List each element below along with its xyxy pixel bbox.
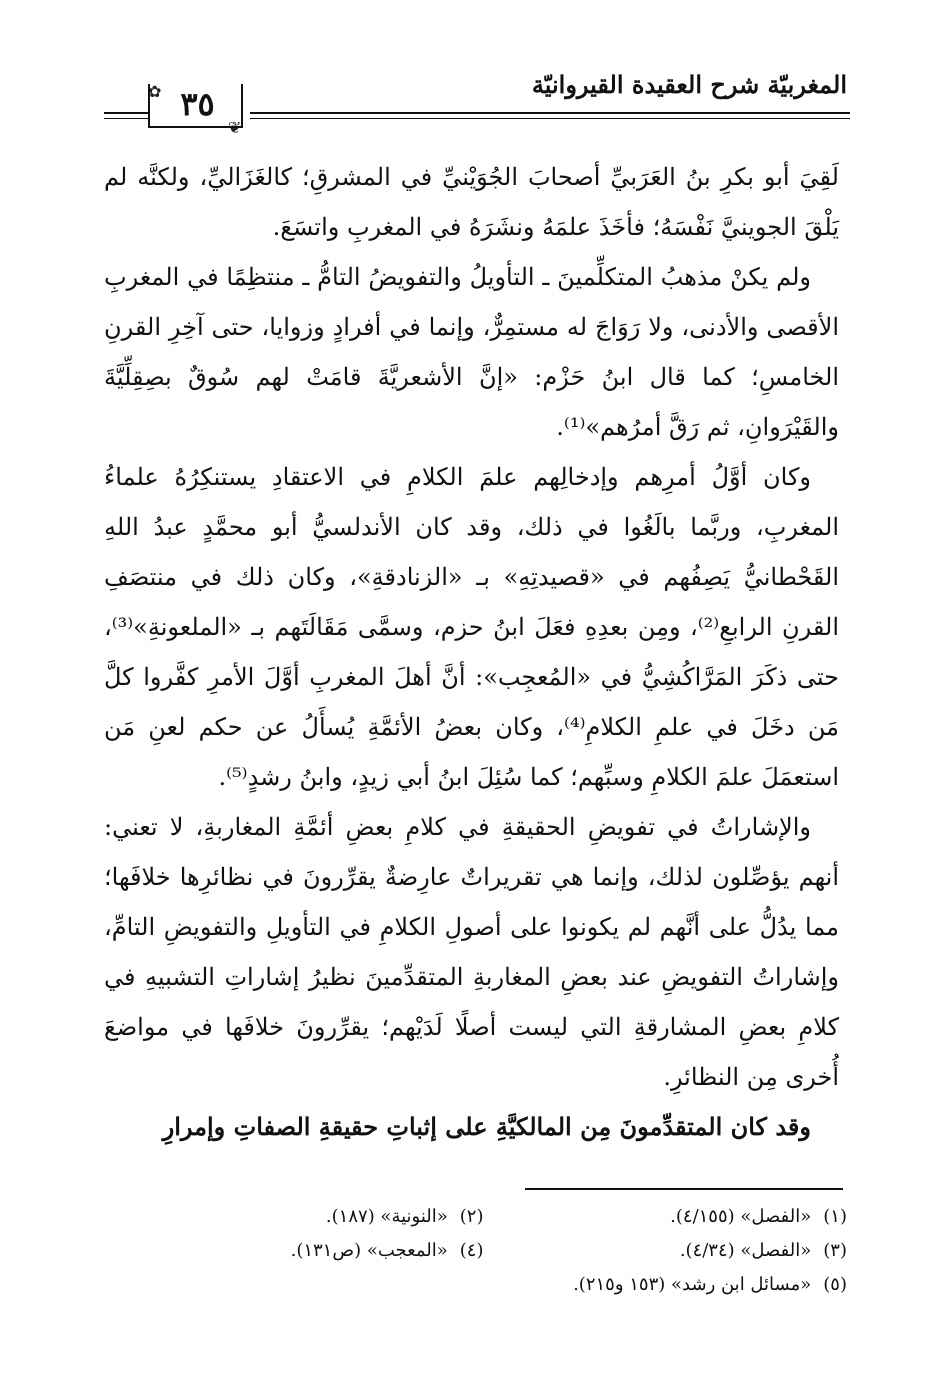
footnote-text: «مسائل ابن رشد» (١٥٣ و٢١٥). [573, 1274, 812, 1295]
header-rule-left-2 [104, 118, 148, 119]
footnote-row [120, 1200, 847, 1234]
footnotes [120, 1200, 847, 1302]
ornament-icon: ✿ [148, 82, 162, 101]
footnote-row [120, 1234, 847, 1268]
footnote-item [120, 1234, 484, 1268]
footnote-text: «الفصل» (٤/١٥٥). [670, 1206, 812, 1227]
footnote-number: (٢) [459, 1206, 484, 1227]
paragraph: ولم يكنْ مذهبُ المتكلِّمينَ ـ التأويلُ والتفويضُ التامُّ ـ منتظِمًا في المغربِ الأقصى والأدنى، ولا رَوَاجَ له مستمِرٌّ، وإنما في أفرادٍ وزوايا، حتى آخِرِ القرنِ الخامسِ؛ كما قال ابنُ حَزْم: «إنَّ الأشعريَّةَ قامَتْ لهم سُوقٌ بصِقِلِّيَّةَ والقَيْرَوانِ، ثم رَقَّ أمرُهم»⁽¹⁾. [104, 263, 839, 441]
footnote-separator [525, 1188, 843, 1190]
footnote-item [482, 1268, 847, 1302]
footnote-item [120, 1200, 484, 1234]
footnote-number: (١) [823, 1206, 847, 1227]
page-header [0, 0, 927, 140]
running-title: المغربيّة شرح العقيدة القيروانيّة [531, 70, 847, 99]
paragraph: لَقِيَ أبو بكرِ بنُ العَرَبيِّ أصحابَ الجُوَيْنيِّ في المشرقِ؛ كالغَزَاليِّ، ولكنَّه لم يَلْقَ الجوينيَّ نَفْسَهُ؛ فأخَذَ علمَهُ ونشَرَهُ في المغربِ واتسَعَ. [104, 163, 839, 241]
main-text [104, 152, 839, 1152]
footnote-item [484, 1200, 848, 1234]
footnote-item [484, 1234, 848, 1268]
footnote-text: «النونية» (١٨٧). [325, 1206, 448, 1227]
footnote-number: (٣) [823, 1240, 847, 1261]
header-rule-left [104, 112, 148, 114]
footnote-number: (٤) [459, 1240, 484, 1261]
footnote-text: «المعجب» (ص١٣١). [290, 1240, 448, 1261]
paragraph: والإشاراتُ في تفويضِ الحقيقةِ في كلامِ بعضِ أئمَّةِ المغاربةِ، لا تعني: أنهم يؤصِّلون لذلك، وإنما هي تقريراتٌ عارِضةٌ يقرِّرونَ في نظائرِها خلافَها؛ مما يدُلُّ على أنَّهم لم يكونوا على أصولِ الكلامِ في التأويلِ والتفويضِ التامِّ، وإشاراتُ التفويضِ عند بعضِ المغاربةِ المتقدِّمينَ نظيرُ إشاراتِ التشبيهِ في كلامِ بعضِ المشارقةِ التي ليست أصلًا لَدَيْهم؛ يقرِّرونَ خلافَها في مواضعَ أُخرى مِن النظائرِ. [104, 813, 839, 1091]
footnote-number: (٥) [823, 1274, 847, 1295]
footnote-text: «الفصل» (٤/٣٤). [679, 1240, 812, 1261]
ornament-icon: ❦ [228, 118, 242, 137]
header-rule-right-2 [250, 118, 850, 119]
paragraph: وكان أوَّلُ أمرِهم وإدخالِهم علمَ الكلامِ في الاعتقادِ يستنكِرُهُ علماءُ المغربِ، وربَّما بالَغُوا في ذلك، وقد كان الأندلسيُّ أبو محمَّدٍ عبدُ اللهِ القَحْطانيُّ يَصِفُهم في «قصيدتِهِ» بـ «الزنادقةِ»، وكان ذلك في منتصَفِ القرنِ الرابعِ⁽²⁾، ومِن بعدِهِ فعَلَ ابنُ حزم، وسمَّى مَقَالَتَهم بـ «الملعونةِ»⁽³⁾، حتى ذكَرَ المَرَّاكُشِيُّ في «المُعجِب»: أنَّ أهلَ المغربِ أوَّلَ الأمرِ كفَّروا كلَّ مَن دخَلَ في علمِ الكلامِ⁽⁴⁾، وكان بعضُ الأئمَّةِ يُسأَلُ عن حكم لعنِ مَن استعمَلَ علمَ الكلامِ وسبِّهم؛ كما سُئِلَ ابنُ أبي زيدٍ، وابنُ رشدٍ⁽⁵⁾. [104, 463, 840, 791]
paragraph: وقد كان المتقدِّمونَ مِن المالكيَّةِ على إثباتِ حقيقةِ الصفاتِ وإمرارِ [162, 1112, 811, 1141]
header-rule-right [250, 112, 850, 114]
page-number: ٣٥ [180, 85, 215, 123]
footnote-row [120, 1268, 847, 1302]
